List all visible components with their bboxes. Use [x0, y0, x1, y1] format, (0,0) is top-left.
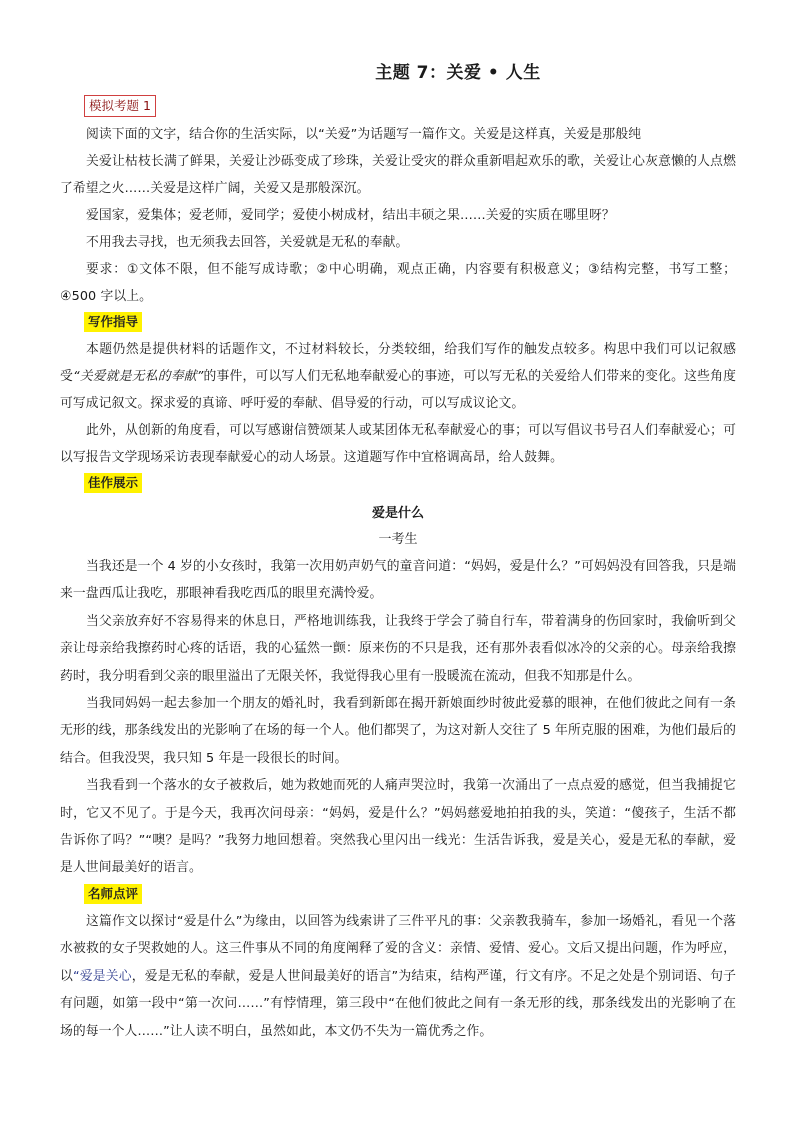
essay-title: 爱是什么	[371, 506, 424, 521]
prompt-paragraph-4: 不用我去寻找，也无须我去回答，关爱就是无私的奉献。	[86, 235, 409, 250]
essay-author: 一考生	[378, 532, 418, 547]
review-quote: “爱是关心	[73, 968, 132, 984]
mock-question-label: 模拟考题 1	[84, 95, 156, 117]
guide-quote: “关爱就是无私的奉献”	[73, 369, 204, 384]
essay-paragraph-2: 当父亲放弃好不容易得来的休息日，严格地训练我，让我终于学会了骑自行车，带着满身的伤回家时，我偷听到父亲让母亲给我擦药时心疼的话语，我的心猛然一颤：原来伤的不只是我，还有那外表看似冰冷的父亲的心。母亲给我擦药时，我分明看到父亲的眼里溢出了无限关怀，我觉得我心里有一股暖流在流动，但我不知那是什么。	[60, 613, 736, 684]
guide-paragraph-2: 此外，从创新的角度看，可以写感谢信赞颂某人或某团体无私奉献爱心的事；可以写倡议书号召人们奉献爱心；可以写报告文学现场采访表现奉献爱心的动人场景。这道题写作中宜格调高昂，给人鼓舞。	[60, 423, 736, 465]
prompt-paragraph-2: 关爱让枯枝长满了鲜果，关爱让沙砾变成了珍珠，关爱让受灾的群众重新唱起欢乐的歌，关爱让心灰意懒的人点燃了希望之火……关爱是这样广阔，关爱又是那般深沉。	[60, 154, 736, 196]
teacher-review-label: 名师点评	[84, 884, 142, 904]
writing-guide-label: 写作指导	[84, 312, 142, 332]
guide-text-b: 的事件，可以写人们无私地奉献爱心的事迹，可以写无私的关爱给人们带来的变化。这些角度可写成记叙文。探求爱的真谛、呼吁爱的奉献、倡导爱的行动，可以写成议论文。	[60, 369, 736, 411]
essay-paragraph-1: 当我还是一个 4 岁的小女孩时，我第一次用奶声奶气的童音问道：“妈妈，爱是什么？”可妈妈没有回答我，只是端来一盘西瓜让我吃，那眼神看我吃西瓜的眼里充满怜爱。	[60, 559, 736, 602]
showcase-label: 佳作展示	[84, 473, 142, 493]
review-text-a: 这篇作文以探讨“爱是什么”为缘由，以回答为线索讲了三件平凡的事：父亲教我骑车，参加一场婚礼，看见一个落水被救的女子哭救她的人。这三件事从不同的角度阐释了爱的含义：亲情、爱情、爱心。文后又提出问题，作为呼应，以	[60, 913, 736, 984]
prompt-paragraph-1: 阅读下面的文字，结合你的生活实际，以“关爱”为话题写一篇作文。关爱是这样真，关爱是那般纯	[86, 127, 642, 142]
prompt-requirements: 要求：①文体不限，但不能写成诗歌；②中心明确，观点正确，内容要有积极意义；③结构完整，书写工整；④500 字以上。	[60, 262, 736, 304]
guide-text-a: 本题仍然是提供材料的话题作文，不过材料较长，分类较细，给我们写作的触发点较多。构思中我们可以记叙感受	[60, 342, 736, 384]
essay-paragraph-4: 当我看到一个落水的女子被救后，她为救她而死的人痛声哭泣时，我第一次涌出了一点点爱的感觉，但当我捕捉它时，它又不见了。于是今天，我再次问母亲：“妈妈，爱是什么？”妈妈慈爱地拍拍我的头，笑道：“傻孩子，生活不都告诉你了吗？”“噢？是吗？”我努力地回想着。突然我心里闪出一线光：生活告诉我，爱是关心，爱是无私的奉献，爱是人世间最美好的语言。	[60, 778, 736, 876]
document-page	[60, 58, 736, 1045]
review-paragraph	[60, 908, 736, 1045]
guide-paragraph-1	[60, 336, 736, 417]
essay-paragraph-3: 当我同妈妈一起去参加一个朋友的婚礼时，我看到新郎在揭开新娘面纱时彼此爱慕的眼神，在他们彼此之间有一条无形的线，那条线发出的光影响了在场的每一个人。他们都哭了，为这对新人交往了 5 年所克服的困难，为他们最后的结合。但我没哭，我只知 5 年是一段很长的时间。	[60, 696, 736, 766]
prompt-paragraph-3: 爱国家，爱集体；爱老师，爱同学；爱使小树成材，结出丰硕之果……关爱的实质在哪里呀？	[86, 208, 615, 223]
review-text-b: ，爱是无私的奉献，爱是人世间最美好的语言”为结束，结构严谨，行文有序。不足之处是个别词语、句子有问题，如第一段中“第一次问……”有悖情理，第三段中“在他们彼此之间有一条无形的线，那条线发出的光影响了在场的每一个人……”让人读不明白，虽然如此，本文仍不失为一篇优秀之作。	[60, 968, 736, 1039]
page-title: 主题 7：关爱 • 人生	[375, 63, 541, 83]
